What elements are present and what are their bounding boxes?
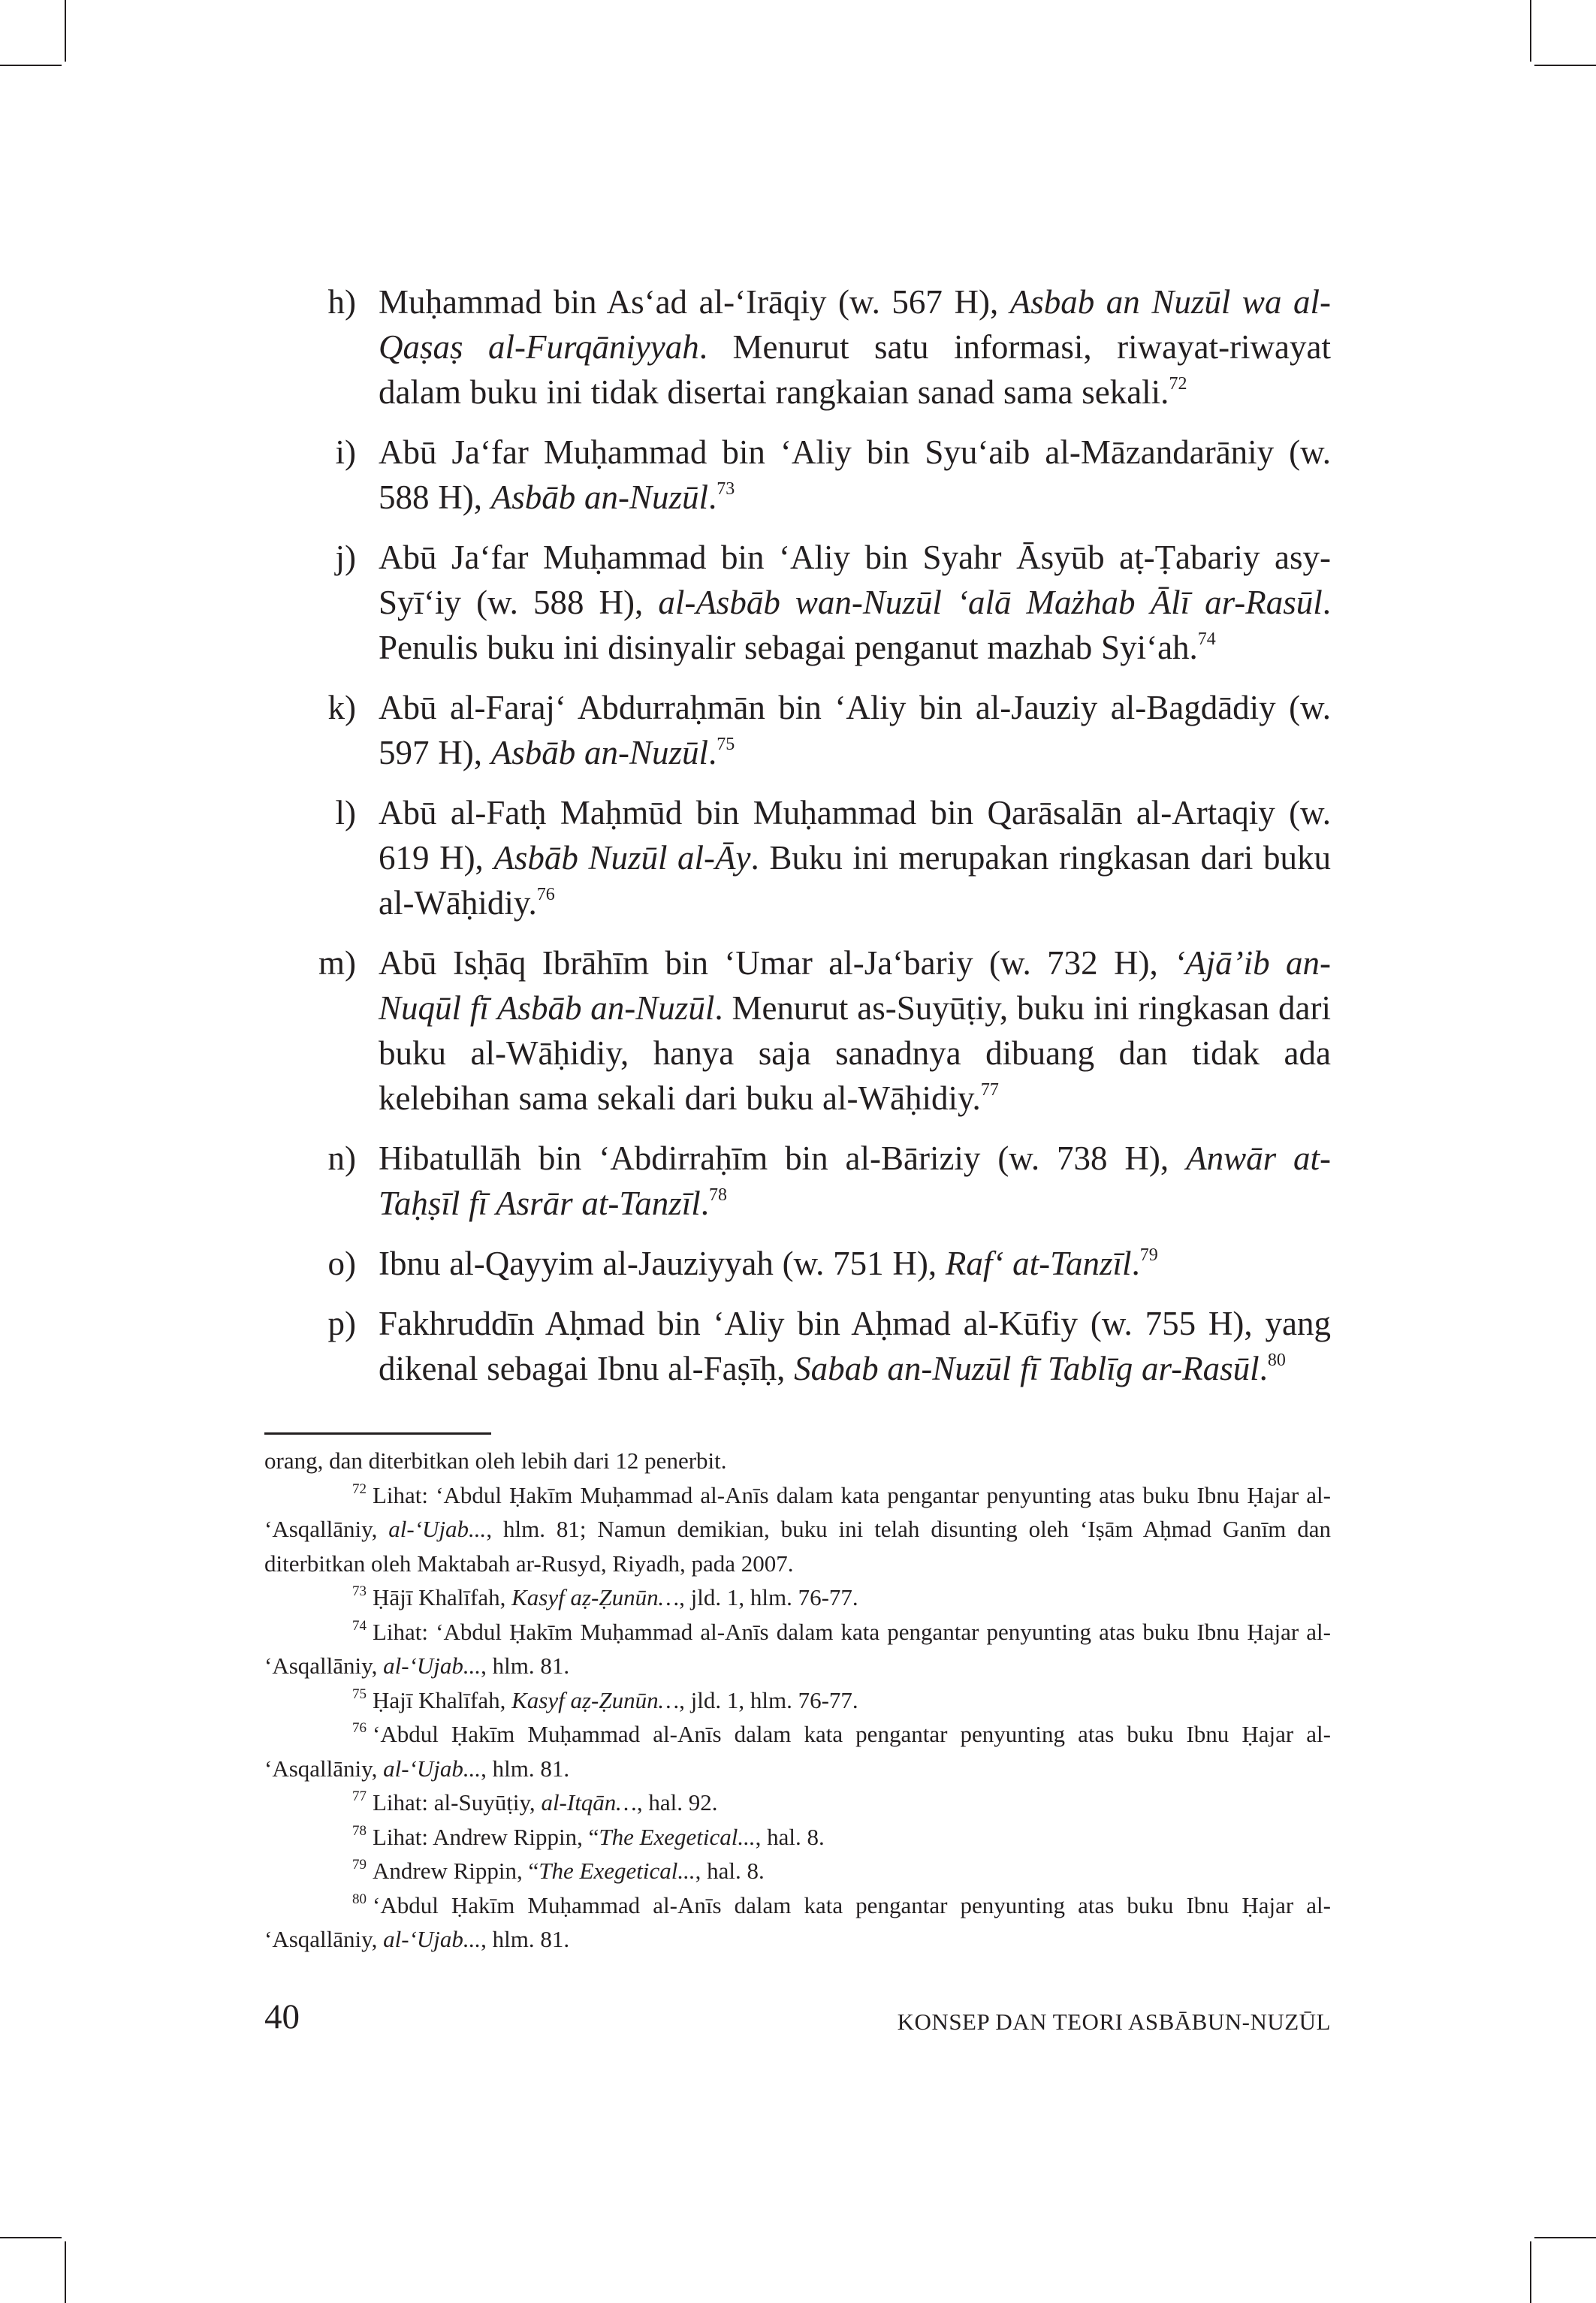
footnote-number: 77 xyxy=(352,1788,367,1804)
text-run: , hal. 8. xyxy=(755,1823,825,1850)
list-item-letter: l) xyxy=(335,794,356,832)
list-item-letter: p) xyxy=(327,1305,356,1342)
crop-mark xyxy=(65,2241,66,2303)
bibliography-list xyxy=(308,279,1331,1406)
footnote xyxy=(264,1820,1331,1855)
text-run: Ḥājī Khalīfah, xyxy=(373,1584,512,1610)
footnote xyxy=(264,1683,1331,1718)
crop-mark xyxy=(1534,2237,1596,2238)
italic-title: al-ʻUjab... xyxy=(383,1926,481,1952)
text-run: Fakhruddīn Aḥmad bin ʻAliy bin Aḥmad al-Kūfiy (w. 755 H), yang dikenal sebagai Ibnu al-Faṣīḥ, xyxy=(379,1305,1331,1387)
footnote-reference: 75 xyxy=(717,735,735,754)
italic-title: al-Asbāb wan-Nuzūl ʻalā Mażhab Ālī ar-Rasūl xyxy=(658,584,1323,621)
text-run: , hlm. 81. xyxy=(481,1755,570,1782)
list-item-letter: n) xyxy=(327,1139,356,1177)
footnote xyxy=(264,1580,1331,1615)
footnote-number: 79 xyxy=(352,1857,367,1873)
text-run: Ḥajī Khalīfah, xyxy=(373,1686,512,1713)
text-run: ʻAbdul Ḥakīm Muḥammad al-Anīs dalam kata pengantar penyunting atas buku Ibnu Ḥajar al-ʻAsqallāniy, xyxy=(264,1721,1331,1782)
list-item-text xyxy=(379,790,1331,925)
italic-title: The Exegetical... xyxy=(539,1858,695,1884)
list-item-text xyxy=(379,430,1331,520)
text-run: , hal. 8. xyxy=(695,1858,765,1884)
italic-title: al-Itqān… xyxy=(541,1789,637,1816)
list-item-letter: k) xyxy=(327,689,356,726)
list-item xyxy=(308,1301,1331,1391)
footnote xyxy=(264,1717,1331,1785)
footnote-reference: 76 xyxy=(536,885,555,904)
footnote-number: 73 xyxy=(352,1583,367,1599)
footnote-number: 80 xyxy=(352,1891,367,1907)
list-item-letter: j) xyxy=(335,539,356,576)
text-run: Lihat: ʻAbdul Ḥakīm Muḥammad al-Anīs dalam kata pengantar penyunting atas buku Ibnu Ḥajar al-ʻAsqallāniy, xyxy=(264,1481,1331,1542)
footnote-reference: 80 xyxy=(1267,1351,1286,1370)
italic-title: Asbab an Nuzūl wa al-Qaṣaṣ al-Furqāniyyah xyxy=(379,283,1331,366)
text-run: Abū Jaʻfar Muḥammad bin ʻAliy bin Syahr Āsyūb aṭ-Ṭabariy asy-Syīʻiy (w. 588 H), xyxy=(379,539,1331,621)
italic-title: Asbāb Nuzūl al-Āy xyxy=(493,839,751,877)
footnote-number: 76 xyxy=(352,1720,367,1736)
footnote-separator xyxy=(264,1432,491,1435)
italic-title: Asbāb an-Nuzūl xyxy=(490,478,708,516)
running-title: KONSEP DAN TEORI ASBĀBUN-NUZŪL xyxy=(897,2009,1331,2035)
footnote xyxy=(264,1888,1331,1957)
list-item xyxy=(308,1136,1331,1226)
list-item-letter: o) xyxy=(327,1245,356,1282)
text-run: Hibatullāh bin ʻAbdirraḥīm bin al-Bāriziy (w. 738 H), xyxy=(379,1139,1187,1177)
text-run: , jld. 1, hlm. 76-77. xyxy=(679,1584,858,1610)
list-item-letter: m) xyxy=(318,944,356,982)
footnote xyxy=(264,1444,1331,1478)
italic-title: The Exegetical... xyxy=(599,1823,756,1850)
text-run: Abū al-Farajʻ Abdurraḥmān bin ʻAliy bin al-Jauziy al-Bagdādiy (w. 597 H), xyxy=(379,689,1331,771)
text-run: . xyxy=(1259,1350,1268,1387)
footnote-number: 74 xyxy=(352,1617,367,1634)
italic-title: Kasyf aẓ-Ẓunūn… xyxy=(511,1686,680,1713)
text-run: ʻAbdul Ḥakīm Muḥammad al-Anīs dalam kata pengantar penyunting atas buku Ibnu Ḥajar al-ʻAsqallāniy, xyxy=(264,1891,1331,1952)
text-run: . Menurut satu informasi, riwayat-riwayat dalam buku ini tidak disertai rangkaian sanad sama sekali. xyxy=(379,328,1331,411)
crop-mark xyxy=(0,2237,62,2238)
crop-mark xyxy=(1534,65,1596,66)
list-item-text xyxy=(379,279,1331,415)
crop-mark xyxy=(1530,0,1531,62)
footnote-number: 72 xyxy=(352,1480,367,1497)
text-run: Abū Isḥāq Ibrāhīm bin ʻUmar al-Jaʻbariy (w. 732 H), xyxy=(379,944,1175,982)
text-run: , hal. 92. xyxy=(636,1789,718,1816)
footnotes xyxy=(264,1444,1331,1957)
footnote xyxy=(264,1478,1331,1581)
text-run: Lihat: al-Suyūṭiy, xyxy=(373,1789,542,1816)
footnote-reference: 73 xyxy=(717,479,735,499)
text-run: Lihat: Andrew Rippin, “ xyxy=(373,1823,599,1850)
text-run: , hlm. 81. xyxy=(481,1926,570,1952)
footnote-reference: 72 xyxy=(1169,374,1187,394)
italic-title: Anwār at-Taḥṣīl fī Asrār at-Tanzīl xyxy=(379,1139,1331,1222)
text-run: , hlm. 81. xyxy=(481,1653,570,1679)
list-item xyxy=(308,430,1331,520)
text-run: . xyxy=(1131,1245,1140,1282)
italic-title: Asbāb an-Nuzūl xyxy=(490,734,708,771)
list-item xyxy=(308,685,1331,775)
footnote-number: 75 xyxy=(352,1686,367,1702)
text-run: orang, dan diterbitkan oleh lebih dari 12 penerbit. xyxy=(264,1447,727,1474)
text-run: Lihat: ʻAbdul Ḥakīm Muḥammad al-Anīs dalam kata pengantar penyunting atas buku Ibnu Ḥajar al-ʻAsqallāniy, xyxy=(264,1618,1331,1679)
footnote-reference: 78 xyxy=(709,1185,728,1205)
italic-title: al-ʻUjab... xyxy=(388,1516,487,1542)
footnote-number: 78 xyxy=(352,1822,367,1839)
text-run: Andrew Rippin, “ xyxy=(373,1858,539,1884)
crop-mark xyxy=(65,0,66,62)
footnote-reference: 74 xyxy=(1197,629,1216,649)
list-item-text xyxy=(379,1301,1331,1391)
list-item xyxy=(308,279,1331,415)
list-item-letter: i) xyxy=(335,433,356,471)
text-run: . xyxy=(708,478,717,516)
text-run: , hlm. 81; Namun demikian, buku ini telah disunting oleh ʻIṣām Aḥmad Ganīm dan diterbitkan oleh Maktabah ar-Rusyd, Riyadh, pada 2007. xyxy=(264,1516,1331,1577)
text-run: . xyxy=(700,1185,710,1222)
italic-title: Kasyf aẓ-Ẓunūn… xyxy=(511,1584,680,1610)
footnote xyxy=(264,1854,1331,1888)
crop-mark xyxy=(0,65,62,66)
list-item xyxy=(308,940,1331,1121)
list-item xyxy=(308,790,1331,925)
text-run: . Penulis buku ini disinyalir sebagai penganut mazhab Syiʻah. xyxy=(379,584,1331,666)
italic-title: al-ʻUjab... xyxy=(383,1653,481,1679)
text-run: . xyxy=(708,734,717,771)
text-run: , jld. 1, hlm. 76-77. xyxy=(679,1686,858,1713)
text-run: Ibnu al-Qayyim al-Jauziyyah (w. 751 H), xyxy=(379,1245,946,1282)
text-run: . Buku ini merupakan ringkasan dari buku al-Wāḥidiy. xyxy=(379,839,1331,922)
footnote-reference: 79 xyxy=(1139,1245,1158,1265)
text-run: . Menurut as-Suyūṭiy, buku ini ringkasan dari buku al-Wāḥidiy, hanya saja sanadnya dibuang dan tidak ada kelebihan sama sekali dari buku al-Wāḥidiy. xyxy=(379,989,1331,1117)
footnote xyxy=(264,1785,1331,1820)
list-item-letter: h) xyxy=(327,283,356,321)
list-item-text xyxy=(379,940,1331,1121)
list-item xyxy=(308,535,1331,670)
text-run: Muḥammad bin Asʻad al-ʻIrāqiy (w. 567 H), xyxy=(379,283,1010,321)
italic-title: al-ʻUjab... xyxy=(383,1755,481,1782)
footnote-reference: 77 xyxy=(980,1080,999,1100)
list-item-text xyxy=(379,1241,1331,1286)
crop-mark xyxy=(1530,2241,1531,2303)
italic-title: Rafʻ at-Tanzīl xyxy=(945,1245,1132,1282)
page-number: 40 xyxy=(264,1997,300,2036)
text-run: Abū Jaʻfar Muḥammad bin ʻAliy bin Syuʻaib al-Māzandarāniy (w. 588 H), xyxy=(379,433,1331,516)
list-item-text xyxy=(379,535,1331,670)
list-item-text xyxy=(379,1136,1331,1226)
italic-title: Sabab an-Nuzūl fī Tablīg ar-Rasūl xyxy=(794,1350,1260,1387)
text-run: Abū al-Fatḥ Maḥmūd bin Muḥammad bin Qarāsalān al-Artaqiy (w. 619 H), xyxy=(379,794,1331,877)
italic-title: ʻAjā’ib an-Nuqūl fī Asbāb an-Nuzūl xyxy=(379,944,1331,1027)
list-item xyxy=(308,1241,1331,1286)
list-item-text xyxy=(379,685,1331,775)
footnote xyxy=(264,1615,1331,1683)
